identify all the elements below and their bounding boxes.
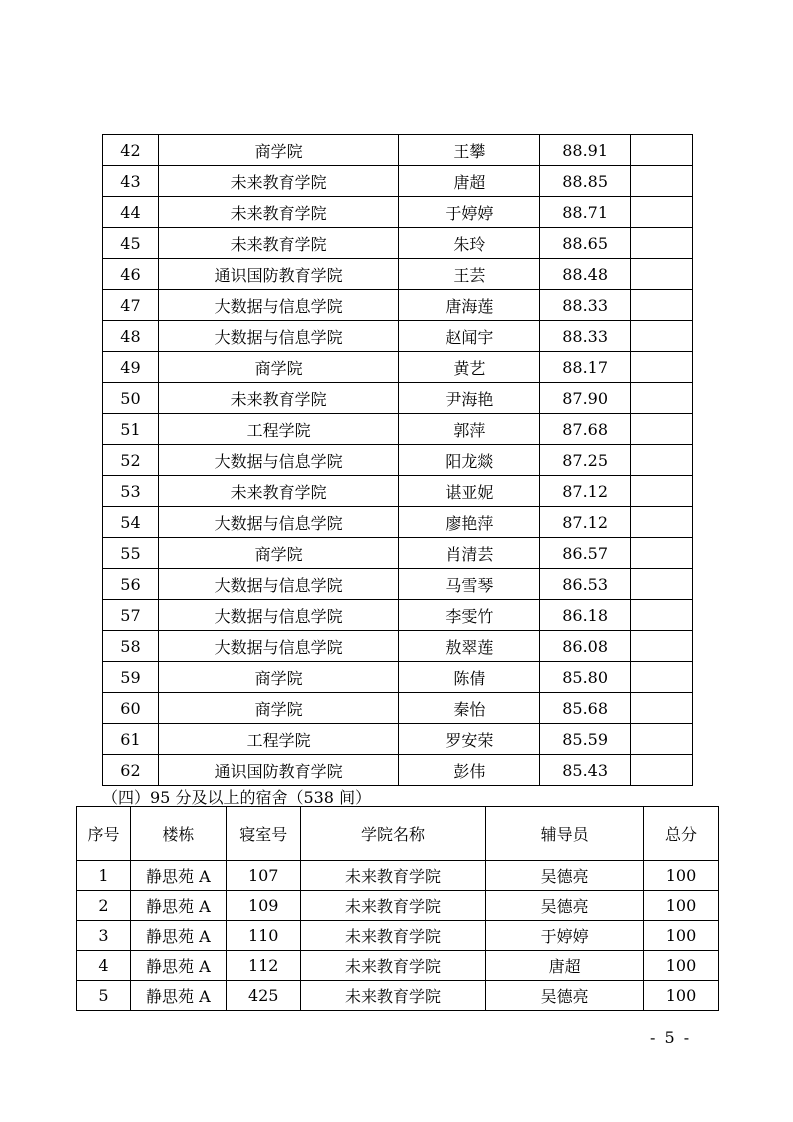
cell-rank: 60 <box>103 693 159 724</box>
cell-room: 110 <box>226 921 300 951</box>
cell-counselor: 唐超 <box>486 951 644 981</box>
cell-name: 陈倩 <box>399 662 540 693</box>
cell-score: 88.17 <box>540 352 631 383</box>
cell-index: 2 <box>77 891 131 921</box>
cell-remark <box>631 693 693 724</box>
cell-college: 未来教育学院 <box>300 921 486 951</box>
cell-rank: 44 <box>103 197 159 228</box>
cell-score: 87.12 <box>540 476 631 507</box>
cell-rank: 55 <box>103 538 159 569</box>
cell-college: 未来教育学院 <box>158 166 399 197</box>
cell-college: 未来教育学院 <box>158 197 399 228</box>
cell-rank: 62 <box>103 755 159 786</box>
cell-name: 秦怡 <box>399 693 540 724</box>
cell-room: 112 <box>226 951 300 981</box>
cell-rank: 53 <box>103 476 159 507</box>
cell-score: 100 <box>644 921 719 951</box>
table-header-row <box>77 807 719 861</box>
table-row <box>103 476 693 507</box>
cell-remark <box>631 755 693 786</box>
cell-name: 朱玲 <box>399 228 540 259</box>
cell-score: 100 <box>644 861 719 891</box>
cell-college: 未来教育学院 <box>300 951 486 981</box>
table-row <box>77 951 719 981</box>
cell-room: 425 <box>226 981 300 1011</box>
cell-rank: 43 <box>103 166 159 197</box>
cell-counselor: 吴德亮 <box>486 981 644 1011</box>
table-row <box>103 290 693 321</box>
cell-remark <box>631 290 693 321</box>
table-row <box>103 507 693 538</box>
cell-index: 1 <box>77 861 131 891</box>
cell-college: 未来教育学院 <box>158 476 399 507</box>
cell-remark <box>631 135 693 166</box>
cell-score: 87.90 <box>540 383 631 414</box>
cell-index: 5 <box>77 981 131 1011</box>
cell-remark <box>631 476 693 507</box>
cell-remark <box>631 259 693 290</box>
cell-college: 通识国防教育学院 <box>158 755 399 786</box>
cell-rank: 42 <box>103 135 159 166</box>
cell-score: 88.91 <box>540 135 631 166</box>
cell-score: 86.53 <box>540 569 631 600</box>
cell-rank: 59 <box>103 662 159 693</box>
cell-score: 88.85 <box>540 166 631 197</box>
cell-score: 87.25 <box>540 445 631 476</box>
cell-name: 郭萍 <box>399 414 540 445</box>
cell-score: 100 <box>644 951 719 981</box>
cell-college: 商学院 <box>158 352 399 383</box>
cell-name: 阳龙燚 <box>399 445 540 476</box>
cell-name: 尹海艳 <box>399 383 540 414</box>
table-row <box>103 228 693 259</box>
table-row <box>77 981 719 1011</box>
ranking-table-body <box>103 135 693 786</box>
cell-score: 88.33 <box>540 290 631 321</box>
cell-index: 4 <box>77 951 131 981</box>
cell-building: 静思苑 A <box>130 981 226 1011</box>
cell-remark <box>631 631 693 662</box>
table-row <box>103 352 693 383</box>
cell-name: 马雪琴 <box>399 569 540 600</box>
table-row <box>103 569 693 600</box>
cell-remark <box>631 662 693 693</box>
table-row <box>77 891 719 921</box>
header-room: 寝室号 <box>226 807 300 861</box>
cell-remark <box>631 197 693 228</box>
cell-remark <box>631 445 693 476</box>
cell-score: 88.48 <box>540 259 631 290</box>
cell-building: 静思苑 A <box>130 891 226 921</box>
cell-name: 于婷婷 <box>399 197 540 228</box>
cell-rank: 47 <box>103 290 159 321</box>
cell-remark <box>631 414 693 445</box>
cell-score: 88.71 <box>540 197 631 228</box>
cell-rank: 54 <box>103 507 159 538</box>
table-row <box>103 693 693 724</box>
table-row <box>103 135 693 166</box>
cell-score: 86.57 <box>540 538 631 569</box>
cell-college: 大数据与信息学院 <box>158 290 399 321</box>
cell-remark <box>631 507 693 538</box>
cell-rank: 45 <box>103 228 159 259</box>
cell-score: 87.12 <box>540 507 631 538</box>
cell-remark <box>631 538 693 569</box>
cell-remark <box>631 321 693 352</box>
cell-rank: 50 <box>103 383 159 414</box>
cell-college: 大数据与信息学院 <box>158 631 399 662</box>
ranking-table-continued <box>102 134 693 786</box>
cell-score: 88.33 <box>540 321 631 352</box>
cell-college: 大数据与信息学院 <box>158 445 399 476</box>
cell-counselor: 于婷婷 <box>486 921 644 951</box>
cell-rank: 52 <box>103 445 159 476</box>
cell-college: 商学院 <box>158 135 399 166</box>
table-row <box>103 538 693 569</box>
cell-rank: 58 <box>103 631 159 662</box>
table-row <box>103 383 693 414</box>
cell-rank: 56 <box>103 569 159 600</box>
cell-remark <box>631 352 693 383</box>
table-row <box>103 631 693 662</box>
table-row <box>103 600 693 631</box>
cell-name: 罗安荣 <box>399 724 540 755</box>
cell-college: 大数据与信息学院 <box>158 600 399 631</box>
table-row <box>103 445 693 476</box>
cell-score: 87.68 <box>540 414 631 445</box>
cell-building: 静思苑 A <box>130 861 226 891</box>
cell-score: 85.80 <box>540 662 631 693</box>
cell-college: 未来教育学院 <box>158 383 399 414</box>
header-building: 楼栋 <box>130 807 226 861</box>
cell-score: 86.18 <box>540 600 631 631</box>
cell-college: 商学院 <box>158 538 399 569</box>
table-row <box>77 921 719 951</box>
cell-score: 100 <box>644 891 719 921</box>
cell-name: 廖艳萍 <box>399 507 540 538</box>
cell-college: 大数据与信息学院 <box>158 507 399 538</box>
cell-score: 85.43 <box>540 755 631 786</box>
header-score: 总分 <box>644 807 719 861</box>
cell-counselor: 吴德亮 <box>486 861 644 891</box>
table-row <box>103 259 693 290</box>
table-row <box>103 414 693 445</box>
cell-name: 彭伟 <box>399 755 540 786</box>
header-college: 学院名称 <box>300 807 486 861</box>
cell-college: 未来教育学院 <box>300 981 486 1011</box>
header-index: 序号 <box>77 807 131 861</box>
table-row <box>103 724 693 755</box>
cell-rank: 61 <box>103 724 159 755</box>
cell-remark <box>631 228 693 259</box>
cell-name: 王芸 <box>399 259 540 290</box>
cell-score: 100 <box>644 981 719 1011</box>
cell-score: 88.65 <box>540 228 631 259</box>
header-counselor: 辅导员 <box>486 807 644 861</box>
cell-rank: 51 <box>103 414 159 445</box>
table-row <box>103 166 693 197</box>
cell-college: 大数据与信息学院 <box>158 321 399 352</box>
cell-college: 未来教育学院 <box>300 891 486 921</box>
cell-college: 大数据与信息学院 <box>158 569 399 600</box>
cell-score: 85.59 <box>540 724 631 755</box>
table-row <box>103 197 693 228</box>
cell-remark <box>631 383 693 414</box>
cell-name: 肖清芸 <box>399 538 540 569</box>
cell-remark <box>631 166 693 197</box>
cell-college: 商学院 <box>158 662 399 693</box>
cell-name: 李雯竹 <box>399 600 540 631</box>
cell-room: 109 <box>226 891 300 921</box>
table-row <box>77 861 719 891</box>
table-row <box>103 662 693 693</box>
cell-name: 唐超 <box>399 166 540 197</box>
cell-name: 王攀 <box>399 135 540 166</box>
cell-name: 黄艺 <box>399 352 540 383</box>
cell-counselor: 吴德亮 <box>486 891 644 921</box>
cell-remark <box>631 600 693 631</box>
cell-index: 3 <box>77 921 131 951</box>
cell-rank: 46 <box>103 259 159 290</box>
cell-building: 静思苑 A <box>130 951 226 981</box>
dormitory-table-body <box>77 861 719 1011</box>
cell-name: 赵闻宇 <box>399 321 540 352</box>
cell-building: 静思苑 A <box>130 921 226 951</box>
cell-remark <box>631 724 693 755</box>
cell-college: 工程学院 <box>158 414 399 445</box>
table-row <box>103 755 693 786</box>
cell-name: 敖翠莲 <box>399 631 540 662</box>
cell-college: 未来教育学院 <box>158 228 399 259</box>
section-heading: （四）95 分及以上的宿舍（538 间） <box>102 788 372 807</box>
cell-college: 商学院 <box>158 693 399 724</box>
dormitory-table <box>76 806 719 1011</box>
cell-college: 工程学院 <box>158 724 399 755</box>
cell-rank: 49 <box>103 352 159 383</box>
cell-score: 86.08 <box>540 631 631 662</box>
cell-rank: 48 <box>103 321 159 352</box>
page-number: - 5 - <box>650 1028 692 1047</box>
cell-room: 107 <box>226 861 300 891</box>
cell-name: 谌亚妮 <box>399 476 540 507</box>
table-row <box>103 321 693 352</box>
cell-remark <box>631 569 693 600</box>
cell-rank: 57 <box>103 600 159 631</box>
cell-name: 唐海莲 <box>399 290 540 321</box>
cell-college: 通识国防教育学院 <box>158 259 399 290</box>
cell-score: 85.68 <box>540 693 631 724</box>
cell-college: 未来教育学院 <box>300 861 486 891</box>
